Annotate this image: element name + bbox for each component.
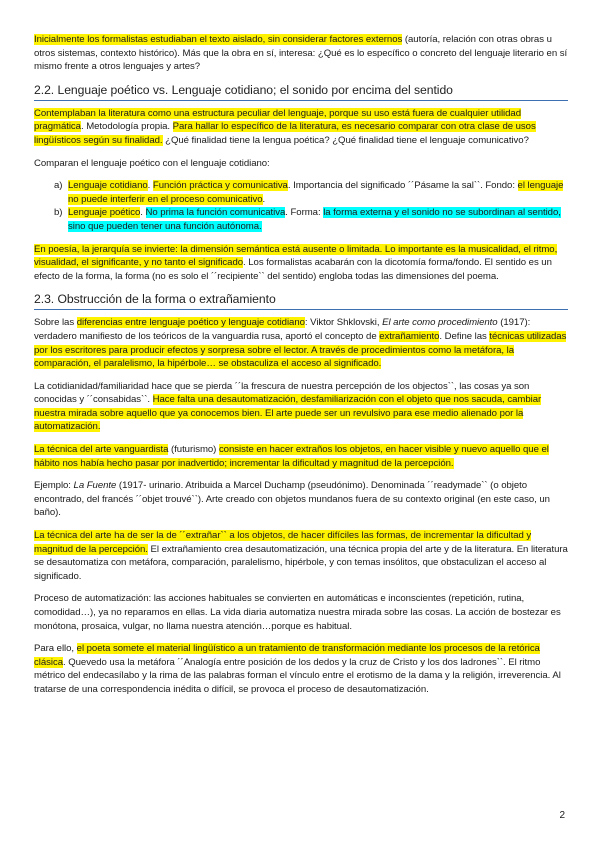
paragraph-quevedo	[34, 642, 568, 696]
artwork-title: La Fuente	[73, 480, 117, 492]
text: (futurismo)	[168, 444, 219, 456]
text: . Quevedo usa la metáfora ´´Analogía entre posición de los dedos y la cruz de Cristo y los dos ladrones``. El ritmo métrico del endecasílabo y la rima de las palabras forman el vínculo entre el erotismo de la dama y la religión, irreverencia. Al tratarse de una correspondencia inédita o difícil, se provoca el proceso de desautomatización.	[34, 656, 561, 695]
highlight: Inicialmente los formalistas estudiaban el texto aislado, sin considerar factores externos	[34, 34, 403, 45]
text: . Metodología propia.	[80, 121, 173, 133]
text: : Viktor Shklovski,	[304, 317, 383, 329]
section-heading-2-2: 2.2. Lenguaje poético vs. Lenguaje cotidiano; el sonido por encima del sentido	[34, 83, 568, 101]
text: (autoría, relación con otras obras u otros sistemas, contexto histórico). Más que la obra en sí, interesa: ¿Qué es lo específico o concreto del lenguaje literario en sí mismo frente a otros lenguajes y artes?	[34, 34, 568, 73]
text: Sobre las	[34, 317, 77, 329]
text: El extrañamiento crea desautomatización, una técnica propia del arte y de la literatura. En literatura se desautomatiza con metáfora, comparación, paralelismo, hipérbole, y con temas insólitos, que obstaculizan el acceso al significado.	[34, 543, 568, 582]
list-marker: a)	[54, 180, 63, 192]
page-number: 2	[559, 810, 565, 821]
paragraph-example-fountain	[34, 479, 568, 520]
paragraph-estrangement	[34, 529, 568, 583]
highlight-cyan: No prima la función comunicativa	[145, 207, 286, 219]
highlight: extrañamiento	[379, 330, 440, 342]
highlight: técnicas utilizadas por los escritores para producir efectos y sorpresa sobre el lector. A través de procedimientos como la metáfora, la comparación, el paralelismo, la hipérbole… se obstaculiza el acceso al significado.	[34, 330, 567, 370]
text: . Importancia del significado ´´Pásame la sal``. Fondo:	[287, 180, 518, 192]
highlight: Hace falta una desautomatización, desfamiliarización con el objeto que nos sacuda, cambiar nuestra mirada sobre aquello que ya conocemos bien. El arte puede ser un revulsivo para ese medio alienado por la automatización.	[34, 394, 542, 433]
highlight: Lenguaje cotidiano	[68, 180, 148, 192]
highlight: diferencias entre lenguaje poético y lenguaje cotidiano	[76, 317, 305, 329]
paragraph-familiarity	[34, 380, 568, 434]
book-title: El arte como procedimiento	[382, 317, 498, 329]
list-item-poetic-language	[34, 206, 568, 233]
list-marker: b)	[54, 207, 63, 219]
highlight: Lenguaje poético	[68, 207, 141, 219]
section-heading-2-3: 2.3. Obstrucción de la forma o extrañamiento	[34, 292, 568, 310]
text: Para ello,	[34, 643, 77, 655]
highlight-cyan: la forma externa y el sonido no se subordinan al sentido, sino que pueden tener una función autónoma.	[68, 207, 561, 232]
paragraph-vanguard-technique	[34, 443, 568, 470]
text: La cotidianidad/familiaridad hace que se pierda ´´la frescura de nuestra percepción de los objectos``, las cosas ya son conocidas y ´´consabidas``.	[34, 380, 530, 406]
highlight: Contemplaban la literatura como una estructura peculiar del lenguaje, porque su uso está fuera de cualquier utilidad pragmática	[34, 107, 521, 133]
text: .	[140, 207, 146, 219]
list-item-everyday-language	[34, 179, 568, 206]
paragraph-compare-intro: Comparan el lenguaje poético con el lenguaje cotidiano:	[34, 157, 270, 169]
highlight: En poesía, la jerarquía se invierte: la dimensión semántica está ausente o limitada. Lo importante es la musicalidad, el ritmo, visualidad, el significante, y no tanto el significado	[34, 243, 558, 269]
text: (1917- urinario. Atribuida a Marcel Duchamp (pseudónimo). Denominada ´´readymade`` (o objeto encontrado, del francés ´´objet trouvé``). Arte creado con objetos mundanos fuera de su contexto original (en este caso, un baño).	[34, 480, 550, 519]
text: Ejemplo:	[34, 480, 74, 492]
text: . Los formalistas acabarán con la dicotomía forma/fondo. El sentido es un efecto de la forma, la forma (no es solo el ´´recipiente`` del sentido) engloba todas las dimensiones del poema.	[34, 257, 552, 282]
highlight: Para hallar lo específico de la literatura, es necesario comparar con otra clase de usos lingüísticos según su finalidad.	[34, 121, 536, 146]
highlight: consiste en hacer extraños los objetos, en hacer visible y nuevo aquello que el hábito nos había hecho pasar por inadvertido; incrementar la dificultad y magnitud de la percepción.	[34, 444, 549, 469]
text: (1917): verdadero manifiesto de los teóricos de la vanguardia rusa, aportó el concepto de	[34, 317, 531, 342]
text: . Define las	[439, 330, 490, 342]
text: .	[262, 193, 266, 205]
highlight: el poeta somete el material lingüístico a un tratamiento de transformación mediante los procesos de la retórica clásica	[34, 643, 540, 668]
highlight: La técnica del arte ha de ser la de ´´extrañar`` a los objetos, de hacer difíciles las formas, de incrementar la dificultad y magnitud de la percepción.	[34, 530, 532, 555]
paragraph-formalists-intro	[34, 33, 568, 74]
paragraph-literature-structure	[34, 107, 568, 148]
text: ¿Qué finalidad tiene la lengua poética? ¿Qué finalidad tiene el lenguaje comunicativo?	[162, 134, 529, 146]
paragraph-shklovski	[34, 316, 568, 370]
highlight: Función práctica y comunicativa	[152, 180, 288, 192]
text: .	[147, 180, 153, 192]
highlight: el lenguaje no puede interferir en el proceso comunicativo	[68, 180, 564, 205]
text: . Forma:	[285, 207, 324, 219]
document-page	[34, 33, 568, 697]
comparison-list	[34, 179, 568, 233]
paragraph-poetry-hierarchy	[34, 243, 568, 284]
highlight: La técnica del arte vanguardista	[34, 444, 169, 456]
paragraph-automatization: Proceso de automatización: las acciones habituales se convierten en automáticas e inconscientes (repetición, rutina, comodidad…), ya no reparamos en ellas. La vida diaria automatiza nuestra mirada sobre las cosas. La acción de bostezar es monótona, prosaica, vulgar, no llama nuestra atención…porque es habitual.	[34, 593, 561, 632]
